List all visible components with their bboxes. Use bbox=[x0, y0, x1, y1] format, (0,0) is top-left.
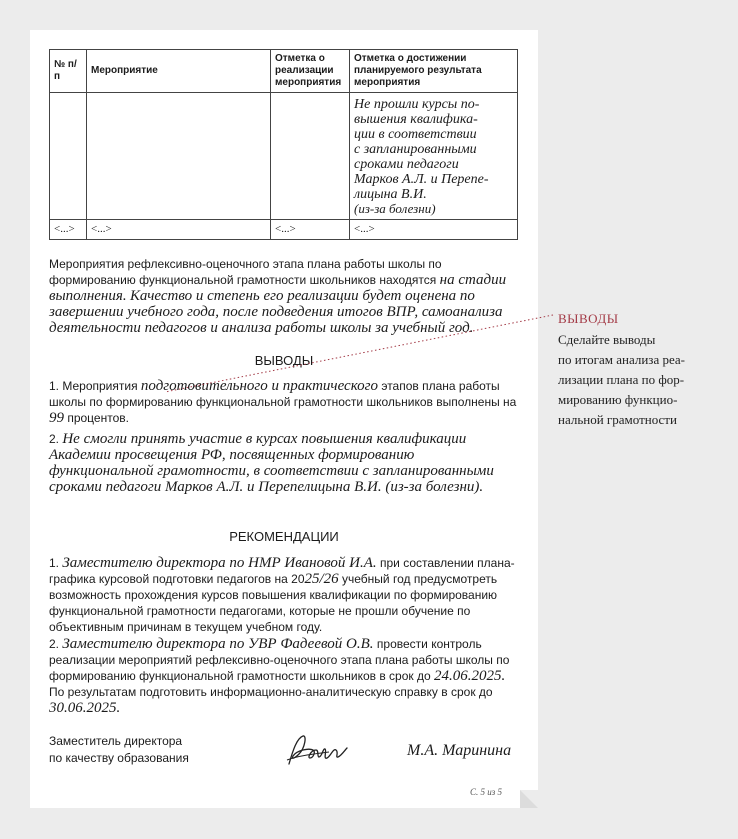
margin-note-line: по итогам анализа реа- bbox=[558, 352, 685, 367]
recommendation-date: 30.06.2025. bbox=[49, 700, 121, 716]
intro-handwritten: на стадии выполнения. bbox=[49, 272, 507, 304]
conclusion-percent: 99 bbox=[49, 410, 64, 426]
header-number: № п/п bbox=[50, 50, 87, 93]
result-note-line: вышения квалифика- bbox=[354, 112, 478, 127]
recommendation-number: 2. bbox=[49, 637, 63, 651]
placeholder-cell: <...> bbox=[271, 220, 350, 240]
result-note-line: Марков А.Л. и Перепе- bbox=[354, 172, 489, 187]
signatory-name: М.А. Маринина bbox=[407, 742, 512, 759]
margin-note-line: лизации плана по фор- bbox=[558, 372, 685, 387]
result-note-line: (из-за болезни) bbox=[354, 201, 436, 216]
intro-handwritten-continued: Качество и степень его реализации будет оценена по завершении учебного года, после подведения итогов ВПР, самоанализа деятельности педагогов и анализа работы школы за учебный год. bbox=[49, 288, 503, 336]
margin-note-line: мированию функцио- bbox=[558, 392, 678, 407]
recommendation-date: 24.06.2025. bbox=[434, 668, 506, 684]
signatory-position-line: Заместитель директора bbox=[49, 734, 183, 748]
margin-note-line: нальной грамотности bbox=[558, 412, 677, 427]
conclusion-handwritten: Не смогли принять участие в курсах повышения квалификации Академии просвещения РФ, посвященных формированию функциональной грамотности, в соответствии с запланированными сроками педагоги Марков А.Л. и Перепелицына В.И. (из-за болезни). bbox=[49, 431, 494, 495]
conclusion-text: этапов плана работы школы по формированию функциональной грамотности школьников выполнены на bbox=[49, 379, 517, 409]
conclusion-text: 1. Мероприятия bbox=[49, 379, 141, 393]
result-note-line: Не прошли курсы по- bbox=[354, 97, 480, 112]
margin-note-title: ВЫВОДЫ bbox=[558, 311, 619, 326]
recommendation-year: 25/26 bbox=[304, 571, 339, 587]
recommendation-text: при составлении плана-графика курсовой подготовки педагогов на 20 bbox=[49, 556, 515, 586]
placeholder-cell: <...> bbox=[50, 220, 87, 240]
conclusion-number: 2. bbox=[49, 432, 63, 446]
conclusion-handwritten: подготовительного и практического bbox=[140, 378, 378, 394]
intro-text: Мероприятия рефлексивно-оценочного этапа плана работы школы по формированию функциональной грамотности школьников находятся bbox=[49, 257, 442, 287]
margin-note-line: Сделайте выводы bbox=[558, 332, 656, 347]
recommendation-text: провести контроль реализации мероприятий рефлексивно-оценочного этапа плана работы школы по формированию функциональной грамотности школьников в срок до bbox=[49, 637, 510, 683]
placeholder-cell: <...> bbox=[87, 220, 271, 240]
page-number: С. 5 из 5 bbox=[470, 787, 503, 797]
margin-note bbox=[558, 330, 718, 430]
header-realization: Отметка о реализации мероприятия bbox=[271, 50, 350, 93]
header-result: Отметка о достижении планируемого результата мероприятия bbox=[350, 50, 518, 93]
signatory-position-line: по качеству образования bbox=[49, 751, 189, 765]
conclusion-text: процентов. bbox=[64, 411, 129, 425]
result-note-line: с запланированными bbox=[354, 142, 477, 157]
conclusions-heading: ВЫВОДЫ bbox=[254, 353, 314, 368]
recommendation-number: 1. bbox=[49, 556, 63, 570]
result-note-line: лицына В.И. bbox=[354, 187, 427, 202]
result-note-line: сроками педагоги bbox=[354, 157, 459, 172]
recommendation-text: учебный год предусмотреть возможность прохождения курсов повышения квалификации по формированию функциональной грамотности педагогами, которые не прошли обучение по объективным причинам в текущем учебном году. bbox=[49, 572, 498, 634]
header-event: Мероприятие bbox=[87, 50, 271, 93]
recommendation-text: По результатам подготовить информационно-аналитическую справку в срок до bbox=[49, 685, 493, 699]
recommendation-handwritten: Заместителю директора по НМР Ивановой И.А. bbox=[62, 555, 377, 571]
result-note-line: ции в соответствии bbox=[354, 127, 477, 142]
recommendations-heading: РЕКОМЕНДАЦИИ bbox=[229, 529, 339, 544]
placeholder-cell: <...> bbox=[350, 220, 518, 240]
recommendation-handwritten: Заместителю директора по УВР Фадеевой О.В. bbox=[62, 636, 374, 652]
